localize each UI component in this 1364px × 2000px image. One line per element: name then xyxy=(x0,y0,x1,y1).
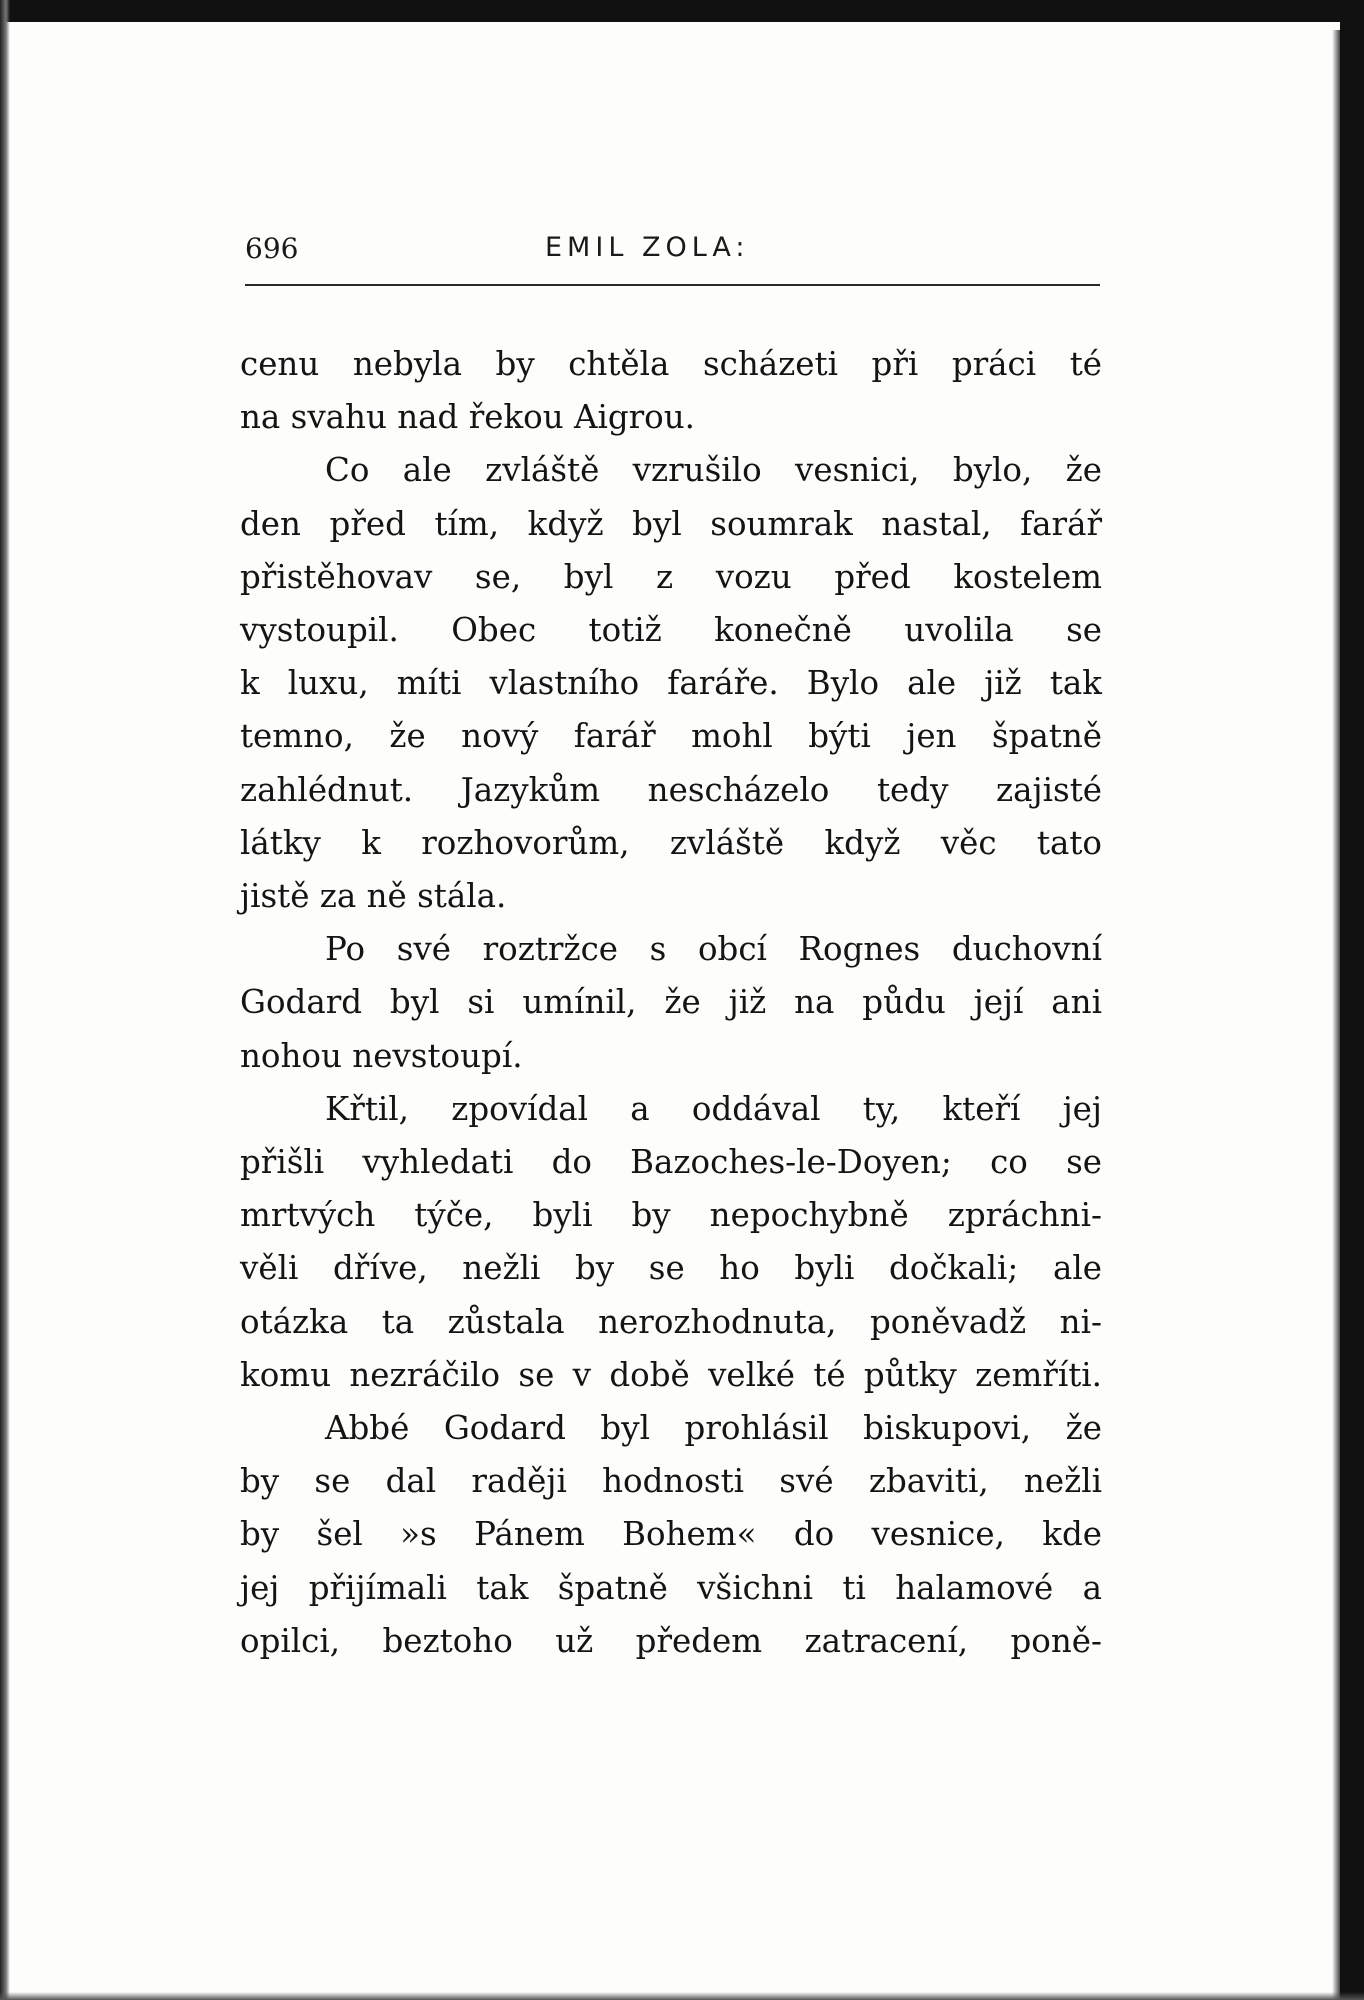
text-line: zahlédnut. Jazykům nescházelo tedy zajisté xyxy=(240,770,1102,809)
page-edge-shadow xyxy=(1332,30,1340,2000)
text-line: přišli vyhledati do Bazoches-le-Doyen; co se xyxy=(240,1143,1102,1182)
body-text xyxy=(240,338,1102,1668)
text-line: věli dříve, nežli by se ho byli dočkali; ale xyxy=(240,1249,1102,1288)
text-line: otázka ta zůstala nerozhodnuta, poněvadž ni- xyxy=(240,1302,1102,1341)
running-head-author: EMIL ZOLA: xyxy=(545,232,750,263)
text-line: Křtil, zpovídal a oddával ty, kteří jej xyxy=(325,1089,1102,1128)
text-line: Po své roztržce s obcí Rognes duchovní xyxy=(325,930,1102,969)
text-line: komu nezráčilo se v době velké té půtky zemříti. xyxy=(240,1355,1102,1394)
text-line: Co ale zvláště vzrušilo vesnici, bylo, že xyxy=(325,451,1102,490)
text-line: cenu nebyla by chtěla scházeti při práci té xyxy=(240,345,1102,383)
text-line: na svahu nad řekou Aigrou. xyxy=(240,398,696,437)
running-head xyxy=(245,232,1100,276)
text-line: opilci, beztoho už předem zatracení, poně- xyxy=(240,1621,1102,1660)
text-line: jej přijímali tak špatně všichni ti halamové a xyxy=(240,1568,1102,1607)
text-line: jistě za ně stála. xyxy=(240,877,507,916)
text-line: den před tím, když byl soumrak nastal, farář xyxy=(240,504,1102,543)
text-line: Abbé Godard byl prohlásil biskupovi, že xyxy=(325,1409,1102,1448)
text-line: by šel »s Pánem Bohem« do vesnice, kde xyxy=(240,1515,1102,1554)
scan-border-left xyxy=(0,0,10,2000)
header-rule xyxy=(245,284,1100,286)
page-number: 696 xyxy=(245,232,299,265)
text-line: nohou nevstoupí. xyxy=(240,1036,523,1075)
text-line: by se dal raději hodnosti své zbaviti, nežli xyxy=(240,1462,1102,1501)
text-line: látky k rozhovorům, zvláště když věc tato xyxy=(240,823,1102,862)
scan-border-bottom xyxy=(0,1992,1364,2000)
scan-border-top xyxy=(0,0,1364,22)
text-line: mrtvých týče, byli by nepochybně zpráchni- xyxy=(240,1196,1102,1235)
scan-border-right xyxy=(1340,0,1364,2000)
text-line: vystoupil. Obec totiž konečně uvolila se xyxy=(240,611,1102,650)
text-line: Godard byl si umínil, že již na půdu její ani xyxy=(240,983,1102,1022)
text-line: k luxu, míti vlastního faráře. Bylo ale již tak xyxy=(240,664,1102,703)
text-line: přistěhovav se, byl z vozu před kostelem xyxy=(240,557,1102,596)
text-line: temno, že nový farář mohl býti jen špatně xyxy=(240,717,1102,756)
